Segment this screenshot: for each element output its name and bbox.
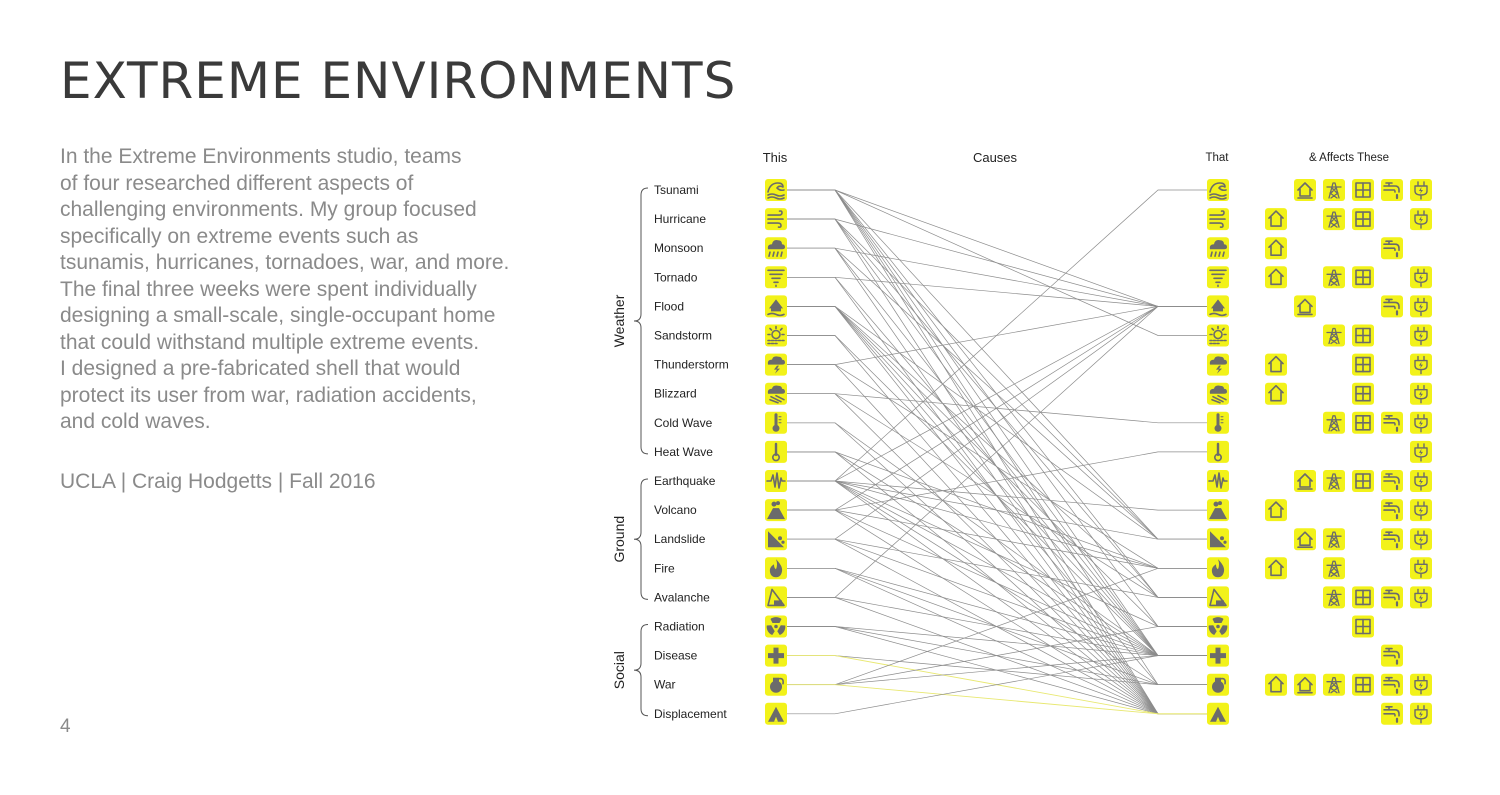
disease-icon <box>765 645 787 667</box>
war-icon <box>1207 674 1229 696</box>
water-tap-icon <box>1381 499 1403 521</box>
group-bracket <box>634 625 648 716</box>
description-line: I designed a pre-fabricated shell that would <box>60 357 461 380</box>
flood-icon <box>765 295 787 317</box>
event-label: Volcano <box>654 503 697 518</box>
power-tower-icon <box>1323 412 1345 434</box>
water-tap-icon <box>1381 674 1403 696</box>
radiation-icon <box>765 616 787 638</box>
house-icon <box>1265 208 1287 230</box>
power-plug-icon <box>1410 383 1432 405</box>
avalanche-icon <box>1207 586 1229 608</box>
description-line: tsunamis, hurricanes, tornadoes, war, and more. <box>60 251 510 274</box>
water-tap-icon <box>1381 645 1403 667</box>
house-icon <box>1265 383 1287 405</box>
power-tower-icon <box>1323 266 1345 288</box>
sandstorm-icon <box>1207 325 1229 347</box>
hurricane-icon <box>765 208 787 230</box>
description-line: designing a small-scale, single-occupant home <box>60 304 496 327</box>
small-house-icon <box>1294 674 1316 696</box>
cause-lines <box>787 190 1207 714</box>
window-icon <box>1352 179 1374 201</box>
power-plug-icon <box>1410 528 1432 550</box>
description-line: that could withstand multiple extreme events. <box>60 330 480 354</box>
power-plug-icon <box>1410 557 1432 579</box>
event-label: Tsunami <box>654 183 699 197</box>
war-icon <box>765 674 787 696</box>
event-label: Flood <box>654 299 685 314</box>
window-icon <box>1352 325 1374 347</box>
displacement-icon <box>1207 703 1229 725</box>
house-icon <box>1265 499 1287 521</box>
credit-line: UCLA | Craig Hodgetts | Fall 2016 <box>60 470 376 493</box>
power-tower-icon <box>1323 557 1345 579</box>
disease-icon <box>1207 645 1229 667</box>
water-tap-icon <box>1381 528 1403 550</box>
group-bracket <box>634 479 648 599</box>
header-causes: Causes <box>972 150 1018 165</box>
cause-line <box>787 219 1207 655</box>
description-line: In the Extreme Environments studio, teams <box>60 145 462 168</box>
small-house-icon <box>1294 528 1316 550</box>
tsunami-icon <box>1207 179 1229 201</box>
power-tower-icon <box>1323 179 1345 201</box>
header-that: That <box>1205 152 1229 164</box>
cause-line <box>787 306 1207 539</box>
window-icon <box>1352 674 1374 696</box>
sandstorm-icon <box>765 325 787 347</box>
window-icon <box>1352 208 1374 230</box>
group-label: Weather <box>611 294 627 348</box>
house-icon <box>1265 266 1287 288</box>
cause-line <box>787 568 1207 684</box>
window-icon <box>1352 616 1374 638</box>
small-house-icon <box>1294 470 1316 492</box>
power-plug-icon <box>1410 266 1432 288</box>
power-plug-icon <box>1410 412 1432 434</box>
power-tower-icon <box>1323 325 1345 347</box>
water-tap-icon <box>1381 237 1403 259</box>
water-tap-icon <box>1381 295 1403 317</box>
event-label: Blizzard <box>654 386 697 401</box>
landslide-icon <box>765 528 787 550</box>
power-plug-icon <box>1410 470 1432 492</box>
event-label: Heat Wave <box>654 444 713 459</box>
event-label: Hurricane <box>654 212 707 227</box>
event-label: Cold Wave <box>654 415 713 430</box>
cause-line <box>787 685 1207 714</box>
page-number: 4 <box>60 716 71 737</box>
group-bracket <box>634 188 648 454</box>
power-plug-icon <box>1410 179 1432 201</box>
page-title: EXTREME ENVIRONMENTS <box>60 52 737 110</box>
fire-icon <box>765 557 787 579</box>
heat-wave-icon <box>765 441 787 463</box>
event-label: Fire <box>654 561 675 576</box>
affects-icons <box>1265 179 1432 725</box>
power-plug-icon <box>1410 703 1432 725</box>
monsoon-icon <box>765 237 787 259</box>
cause-line <box>787 481 1207 627</box>
radiation-icon <box>1207 616 1229 638</box>
power-plug-icon <box>1410 208 1432 230</box>
cause-line <box>787 510 1207 655</box>
hurricane-icon <box>1207 208 1229 230</box>
volcano-icon <box>765 499 787 521</box>
flood-icon <box>1207 295 1229 317</box>
group-brackets <box>611 188 648 716</box>
cold-wave-icon <box>765 412 787 434</box>
cause-line <box>787 656 1207 685</box>
window-icon <box>1352 383 1374 405</box>
group-label: Ground <box>611 515 627 563</box>
blizzard-icon <box>765 383 787 405</box>
cause-line <box>787 277 1207 306</box>
cause-line <box>787 452 1207 510</box>
house-icon <box>1265 557 1287 579</box>
monsoon-icon <box>1207 237 1229 259</box>
event-label: Displacement <box>654 706 727 721</box>
water-tap-icon <box>1381 586 1403 608</box>
tsunami-icon <box>765 179 787 201</box>
cause-line <box>787 481 1207 539</box>
power-plug-icon <box>1410 674 1432 696</box>
tornado-icon <box>765 266 787 288</box>
window-icon <box>1352 266 1374 288</box>
power-plug-icon <box>1410 354 1432 376</box>
volcano-icon <box>1207 499 1229 521</box>
event-label: Sandstorm <box>654 328 713 343</box>
window-icon <box>1352 470 1374 492</box>
fire-icon <box>1207 557 1229 579</box>
window-icon <box>1352 354 1374 376</box>
description-line: of four researched different aspects of <box>60 171 414 195</box>
small-house-icon <box>1294 295 1316 317</box>
house-icon <box>1265 674 1287 696</box>
description-line: The final three weeks were spent individually <box>60 277 477 301</box>
small-house-icon <box>1294 179 1316 201</box>
cause-line <box>787 190 1207 306</box>
column-headers <box>763 150 1389 165</box>
blizzard-icon <box>1207 383 1229 405</box>
power-plug-icon <box>1410 441 1432 463</box>
event-label: Avalanche <box>654 590 710 605</box>
event-label: War <box>654 677 676 692</box>
header-this: This <box>762 150 788 165</box>
thunderstorm-icon <box>1207 354 1229 376</box>
event-label: Thunderstorm <box>654 357 729 372</box>
power-tower-icon <box>1323 470 1345 492</box>
displacement-icon <box>765 703 787 725</box>
event-label: Earthquake <box>654 474 716 488</box>
header-affects: & Affects These <box>1308 152 1390 164</box>
cause-line <box>787 219 1207 306</box>
heat-wave-icon <box>1207 441 1229 463</box>
description-line: specifically on extreme events such as <box>60 224 419 248</box>
power-tower-icon <box>1323 674 1345 696</box>
description-line: and cold waves. <box>60 410 211 433</box>
event-label: Landslide <box>654 532 706 547</box>
this-icons <box>765 179 787 725</box>
earthquake-icon <box>765 470 787 492</box>
power-tower-icon <box>1323 208 1345 230</box>
avalanche-icon <box>765 586 787 608</box>
window-icon <box>1352 586 1374 608</box>
power-plug-icon <box>1410 325 1432 347</box>
description-line: protect its user from war, radiation accidents, <box>60 383 477 407</box>
power-tower-icon <box>1323 586 1345 608</box>
earthquake-icon <box>1207 470 1229 492</box>
event-label: Radiation <box>654 619 705 634</box>
power-plug-icon <box>1410 499 1432 521</box>
water-tap-icon <box>1381 412 1403 434</box>
landslide-icon <box>1207 528 1229 550</box>
cause-line <box>787 306 1207 481</box>
event-label: Disease <box>654 648 698 663</box>
that-icons <box>1207 179 1229 725</box>
description-line: challenging environments. My group focused <box>60 198 477 221</box>
water-tap-icon <box>1381 703 1403 725</box>
event-label: Monsoon <box>654 241 704 256</box>
water-tap-icon <box>1381 179 1403 201</box>
house-icon <box>1265 237 1287 259</box>
power-plug-icon <box>1410 586 1432 608</box>
tornado-icon <box>1207 266 1229 288</box>
event-label: Tornado <box>654 270 698 285</box>
cause-line <box>787 190 1207 685</box>
water-tap-icon <box>1381 470 1403 492</box>
window-icon <box>1352 412 1374 434</box>
thunderstorm-icon <box>765 354 787 376</box>
cause-line <box>787 481 1207 568</box>
power-tower-icon <box>1323 528 1345 550</box>
cold-wave-icon <box>1207 412 1229 434</box>
event-labels <box>654 183 729 721</box>
group-label: Social <box>611 651 627 690</box>
power-plug-icon <box>1410 295 1432 317</box>
house-icon <box>1265 354 1287 376</box>
